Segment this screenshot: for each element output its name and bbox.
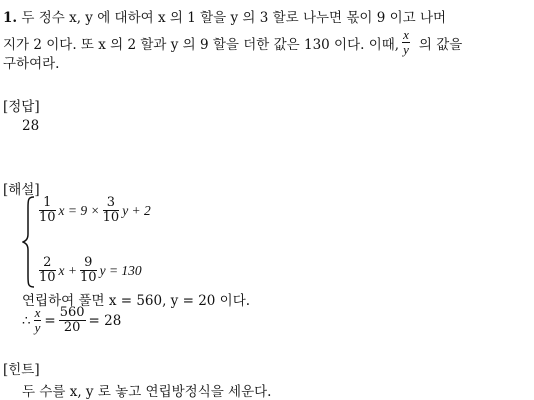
eq1-f2-numerator: 3 [103,196,120,211]
eq1-f1-numerator: 1 [39,196,56,211]
hint-text: 두 수를 x, y 로 놓고 연립방정식을 세운다. [22,384,272,400]
eq2-f2-numerator: 9 [80,256,97,271]
solve-line: 연립하여 풀면 x = 560, y = 20 이다. [22,293,251,309]
problem-text-line-1: 두 정수 x, y 에 대하여 x 의 1 할을 y 의 3 할로 나누면 몫이 9 이고 나머 [21,10,447,26]
problem-fraction-denominator: y [403,42,409,58]
eq2-f1-denominator: 10 [39,270,56,286]
problem-text-line-3: 구하여라. [3,56,60,72]
problem-text-line-2: 지가 2 이다. 또 x 의 2 할과 y 의 9 할을 더한 값은 130 이다. 이때, [3,36,400,53]
problem-text-line-2-end: 의 값을 [418,36,463,53]
problem-number: 1. [3,10,18,26]
hint-label: [힌트] [3,362,40,378]
result-fraction-2 [59,306,86,336]
eq1-f1-denominator: 10 [39,210,56,226]
problem-line-3 [3,52,59,72]
therefore-symbol: ∴ [22,312,31,329]
result-f2-denominator: 20 [63,320,81,336]
result-equals-2: = 28 [88,312,122,329]
eq2-tail: y = 130 [99,262,142,278]
eq1-middle: x = 9 × [58,202,100,218]
eq2-f1-numerator: 2 [39,256,56,271]
eq2-middle: x + [58,262,78,278]
answer-label: [정답] [3,99,40,115]
eq1-fraction-1 [39,196,56,226]
eq2-f2-denominator: 10 [80,270,97,286]
eq1-f2-denominator: 10 [102,210,120,226]
result-line [22,306,121,336]
result-equals-1: = [44,312,56,329]
problem-fraction-numerator: x [403,27,409,42]
result-f1-numerator: x [34,305,41,320]
problem-fraction [402,28,410,58]
system-brace [22,196,36,288]
eq2-fraction-1 [39,256,56,286]
answer-value: 28 [22,118,40,134]
eq2-fraction-2 [80,256,97,286]
result-fraction-1 [34,306,42,336]
eq1-fraction-2 [103,196,120,226]
solution-label: [해설] [3,182,40,198]
eq1-tail: y + 2 [122,202,151,218]
problem-line-1 [3,6,446,26]
result-f1-denominator: y [34,320,41,336]
result-f2-numerator: 560 [59,305,85,320]
equation-2 [38,256,142,286]
equation-1 [38,196,151,226]
problem-line-2 [3,28,462,58]
